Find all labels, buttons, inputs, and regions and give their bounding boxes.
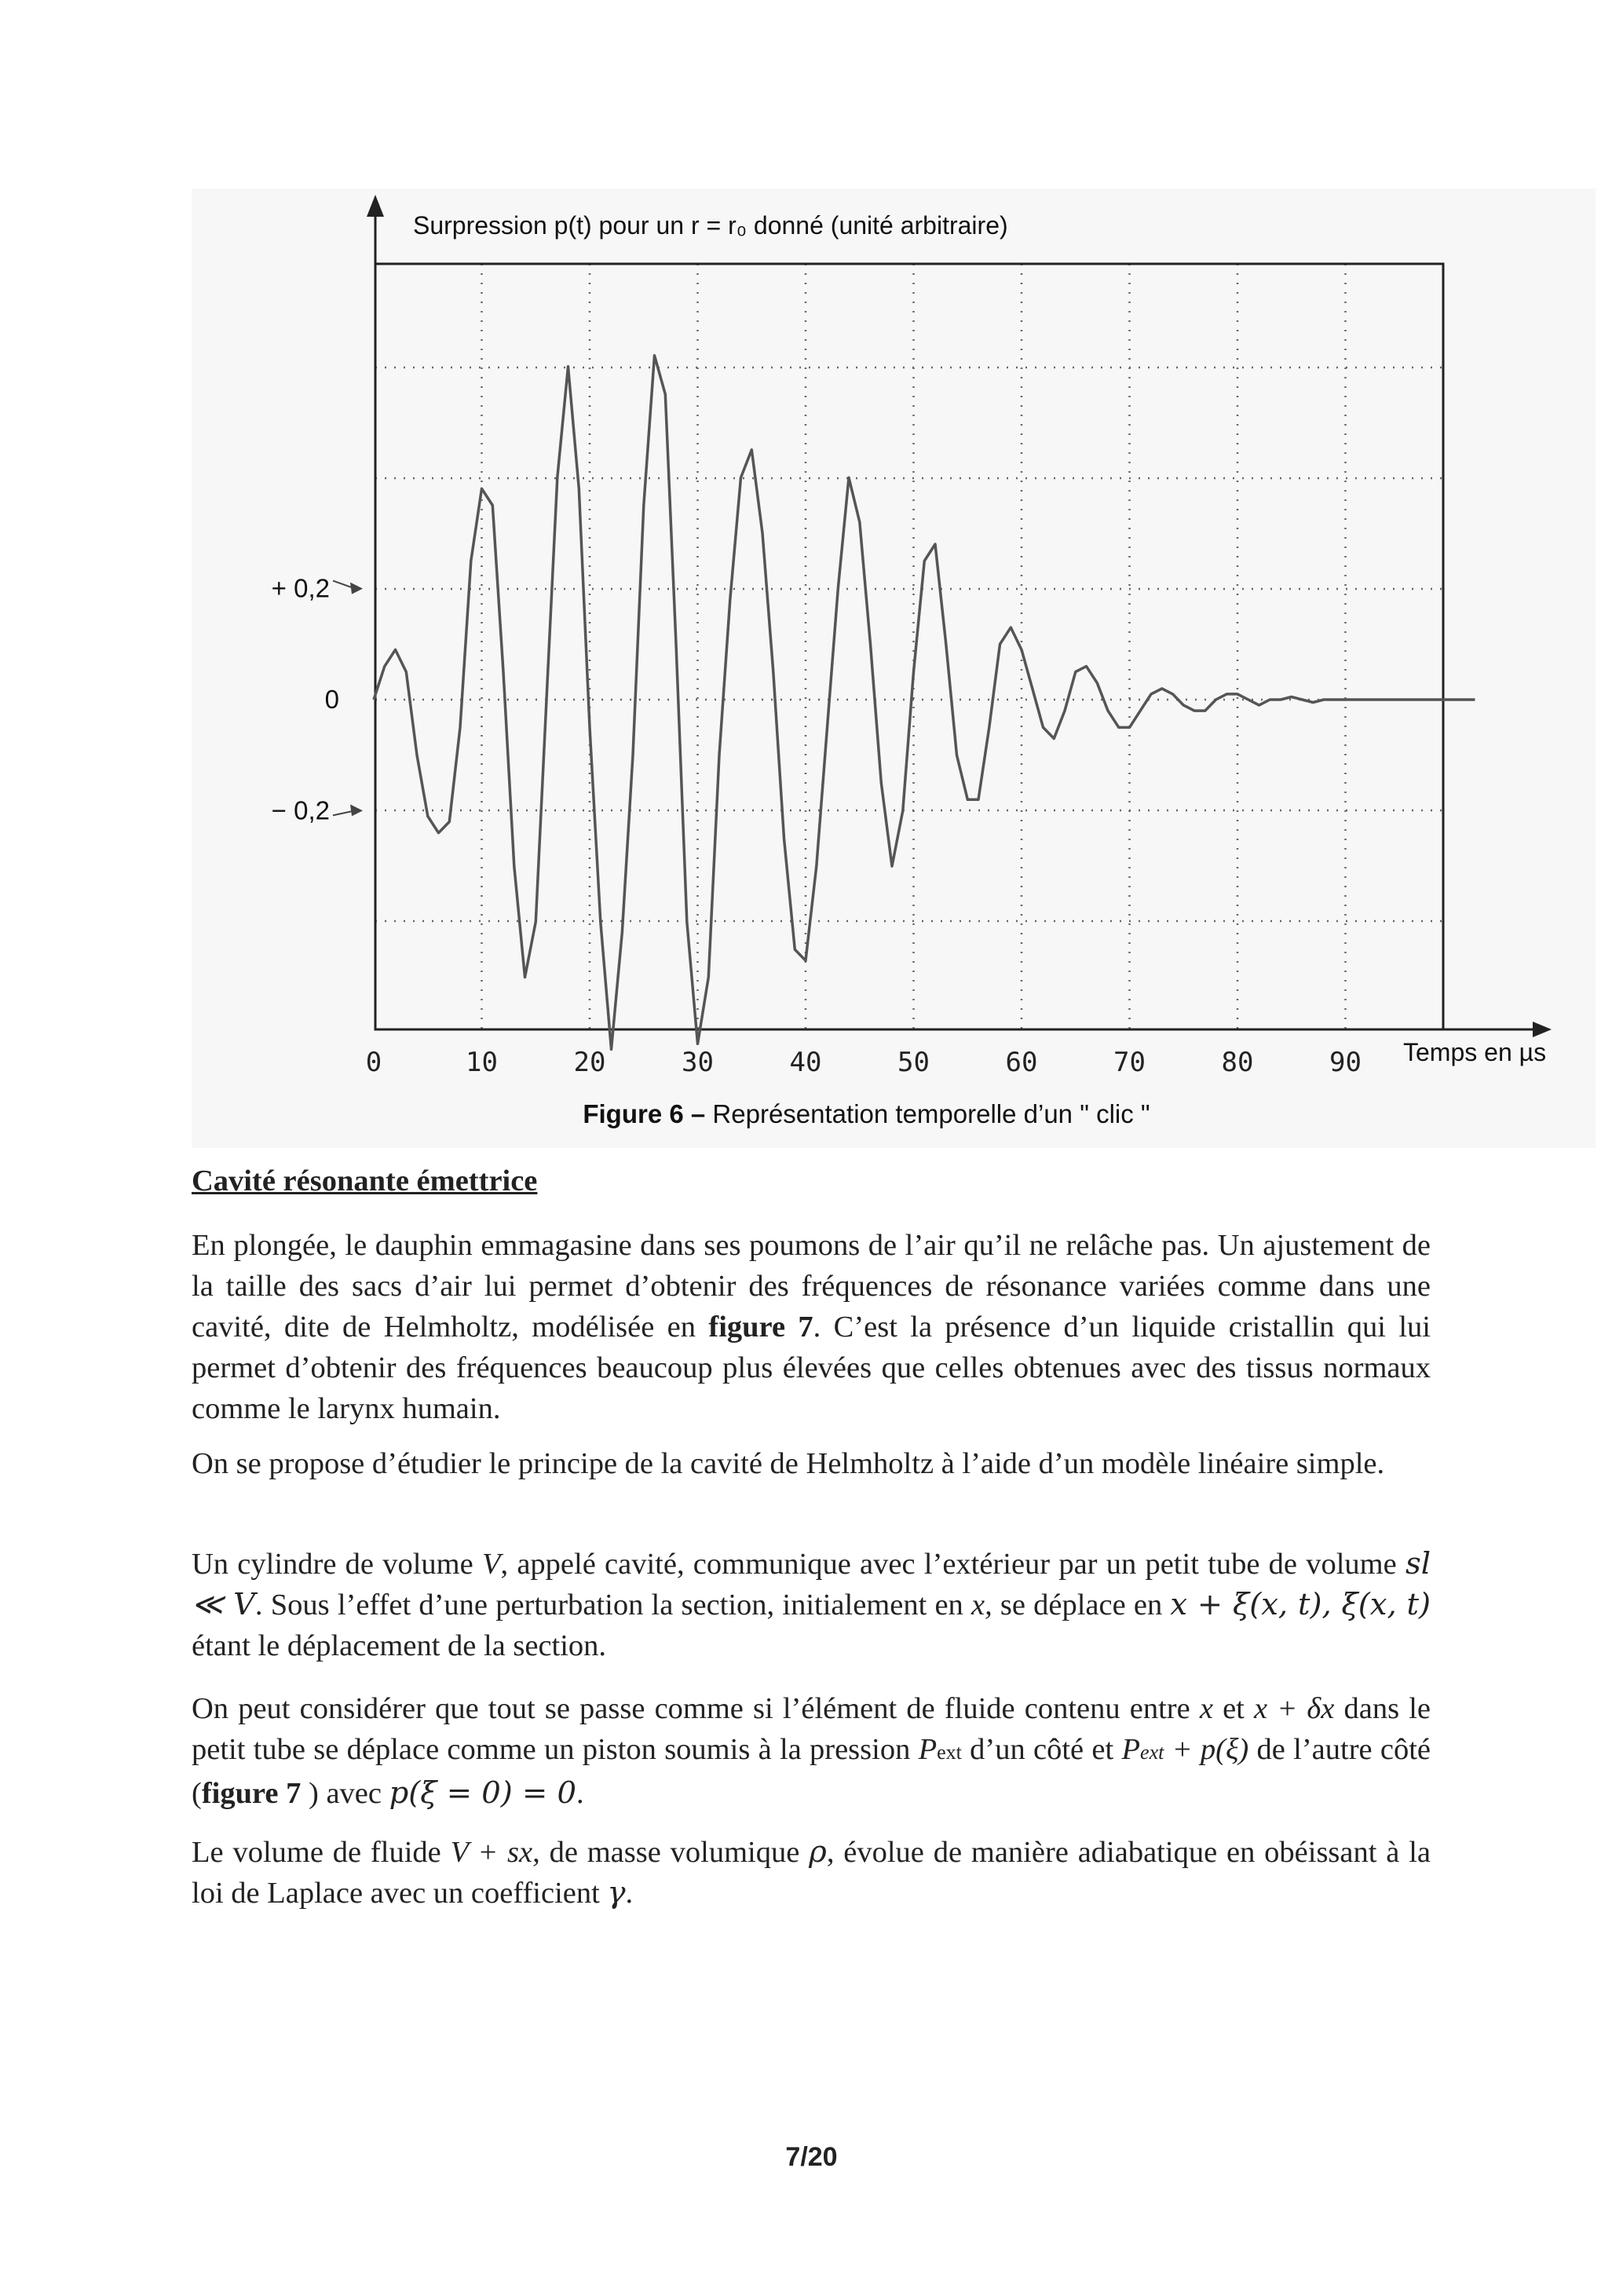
p3-text-a: Un cylindre de volume <box>192 1548 482 1581</box>
p5-text-a: Le volume de fluide <box>192 1836 451 1869</box>
x-axis-arrow-icon <box>1533 1022 1552 1037</box>
figure-caption-number: Figure 6 – <box>583 1099 706 1128</box>
p5-volume-expr: V + sx <box>450 1836 533 1869</box>
paragraph-1 <box>192 1225 1431 1429</box>
p3-text-b: , appelé cavité, communique avec l’extérieur par un petit tube de volume <box>500 1548 1406 1581</box>
p3-text-d: se déplace en <box>992 1589 1171 1621</box>
p5-rho-symbol: ρ <box>809 1834 827 1870</box>
y-axis-label: Surpression p(t) pour un r = r₀ donné (unité arbitraire) <box>413 211 1008 239</box>
x-tick-label: 40 <box>789 1047 822 1078</box>
section-title: Cavité résonante émettrice <box>192 1164 538 1197</box>
paragraph-5 <box>192 1832 1431 1914</box>
p5-text-c: , évolue de manière adiabatique en obéissant à la loi de Laplace avec un coefficient <box>192 1836 1431 1910</box>
p3-volume-symbol: V <box>481 1548 501 1581</box>
p3-math-displacement: x + ξ(x, t), ξ(x, t) <box>1170 1587 1431 1622</box>
y-tick-labels <box>272 574 363 825</box>
p1-text-b: . C’est la présence d’un liquide cristallin qui lui permet d’obtenir des fréquences beaucoup plus élevées que celles obtenues avec des tissus normaux comme le larynx humain. <box>192 1311 1431 1425</box>
p5-gamma-symbol: γ <box>607 1875 626 1910</box>
p4-text-f: ) avec <box>301 1777 389 1810</box>
figure-caption-text: Représentation temporelle d’un " clic " <box>705 1099 1150 1128</box>
p4-math-condition: p(ξ = 0) = 0 <box>389 1775 576 1811</box>
x-tick-labels <box>366 1047 1362 1078</box>
y-tick-label: 0 <box>324 685 339 714</box>
p4-x-symbol: x <box>1199 1692 1213 1725</box>
p4-text-a: On peut considérer que tout se passe comme si l’élément de fluide contenu entre <box>192 1692 1200 1725</box>
p3-text-c: . Sous l’effet d’une perturbation la section, initialement en <box>254 1589 971 1621</box>
p4-pressure2-subscript: ext <box>1140 1741 1164 1764</box>
p4-figure-ref: figure 7 <box>201 1777 302 1810</box>
p1-figure-ref: figure 7 <box>708 1311 813 1344</box>
paragraph-4 <box>192 1688 1431 1814</box>
x-tick-label: 20 <box>573 1047 606 1078</box>
x-tick-label: 10 <box>466 1047 498 1078</box>
x-tick-label: 80 <box>1221 1047 1254 1078</box>
p3-x-symbol: x, <box>971 1589 992 1621</box>
figure-caption <box>0 1099 1623 1129</box>
x-tick-label: 50 <box>897 1047 930 1078</box>
p5-text-b: , de masse volumique <box>532 1836 810 1869</box>
series-line-pressure <box>374 356 1475 1050</box>
p4-text-e: de l’autre côté ( <box>192 1733 1431 1810</box>
x-tick-label: 0 <box>365 1047 382 1078</box>
p3-text-e: étant le déplacement de la section. <box>192 1629 607 1662</box>
y-tick-label: + 0,2 <box>271 573 330 603</box>
page-number: 7/20 <box>785 2142 838 2172</box>
axes <box>367 195 1552 1037</box>
p4-text-g: . <box>576 1777 584 1810</box>
p4-text-b: et <box>1212 1692 1255 1725</box>
p4-pressure-symbol: P <box>918 1733 938 1766</box>
p4-pressure-subscript: ext <box>937 1741 962 1764</box>
x-tick-label: 30 <box>682 1047 714 1078</box>
paragraph-3 <box>192 1544 1431 1666</box>
y-axis-arrow-icon <box>367 195 384 217</box>
y-tick-label: − 0,2 <box>271 795 330 825</box>
x-tick-label: 90 <box>1329 1047 1362 1078</box>
p4-text-d: d’un côté et <box>961 1733 1122 1766</box>
p3-math-inequality: sl ≪ V <box>192 1546 1431 1622</box>
x-tick-label: 70 <box>1113 1047 1146 1078</box>
y-tick-pointer-arrow-icon <box>350 583 363 594</box>
p4-x-plus-dx: x + δx <box>1254 1692 1335 1725</box>
p4-pressure2-symbol: P <box>1121 1733 1141 1766</box>
x-axis-label: Temps en µs <box>1403 1038 1547 1066</box>
y-tick-pointer-arrow-icon <box>350 804 363 816</box>
x-tick-label: 60 <box>1005 1047 1038 1078</box>
p1-text-a: En plongée, le dauphin emmagasine dans ses poumons de l’air qu’il ne relâche pas. Un ajustement de la taille des sacs d’air lui permet d’obtenir des fréquences de résonance variées comme dans une cavité, dite de Helmholtz, modélisée en <box>192 1229 1431 1344</box>
p4-text-c: dans le petit tube se déplace comme un piston soumis à la pression <box>192 1692 1431 1766</box>
p5-text-d: . <box>625 1877 634 1910</box>
paragraph-2: On se propose d’étudier le principe de la cavité de Helmholtz à l’aide d’un modèle linéaire simple. <box>192 1447 1385 1480</box>
p4-pressure2-rest: + p(ξ) <box>1164 1733 1249 1766</box>
